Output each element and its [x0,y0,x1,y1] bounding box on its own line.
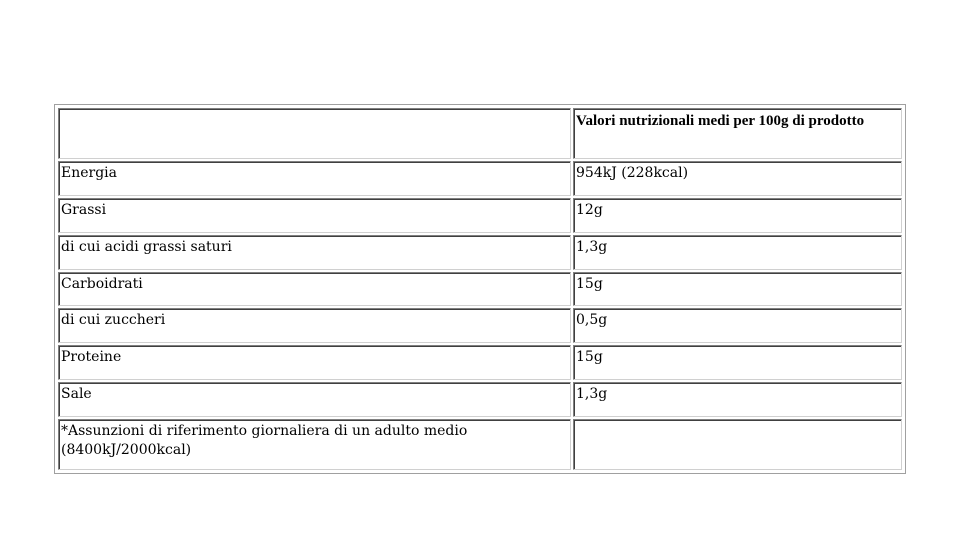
row-label-proteine: Proteine [58,345,571,380]
header-value-cell: Valori nutrizionali medi per 100g di prodotto [573,108,902,159]
nutrition-table-grid [56,106,904,472]
row-label-sale: Sale [58,382,571,417]
row-value-grassi-saturi: 1,3g [573,235,902,270]
footer-value-cell [573,419,902,470]
row-value-zuccheri: 0,5g [573,308,902,343]
row-value-proteine: 15g [573,345,902,380]
table-row [58,308,902,343]
footer-note-cell: *Assunzioni di riferimento giornaliera di un adulto medio (8400kJ/2000kcal) [58,419,571,470]
row-value-sale: 1,3g [573,382,902,417]
row-label-zuccheri: di cui zuccheri [58,308,571,343]
table-row [58,198,902,233]
table-row [58,382,902,417]
row-label-carboidrati: Carboidrati [58,272,571,307]
row-value-carboidrati: 15g [573,272,902,307]
footer-row [58,419,902,470]
table-row [58,272,902,307]
row-label-grassi-saturi: di cui acidi grassi saturi [58,235,571,270]
row-value-grassi: 12g [573,198,902,233]
nutrition-table [54,104,906,474]
table-row [58,161,902,196]
table-row [58,235,902,270]
row-label-grassi: Grassi [58,198,571,233]
header-label-cell [58,108,571,159]
row-value-energia: 954kJ (228kcal) [573,161,902,196]
row-label-energia: Energia [58,161,571,196]
table-row [58,345,902,380]
header-row [58,108,902,159]
